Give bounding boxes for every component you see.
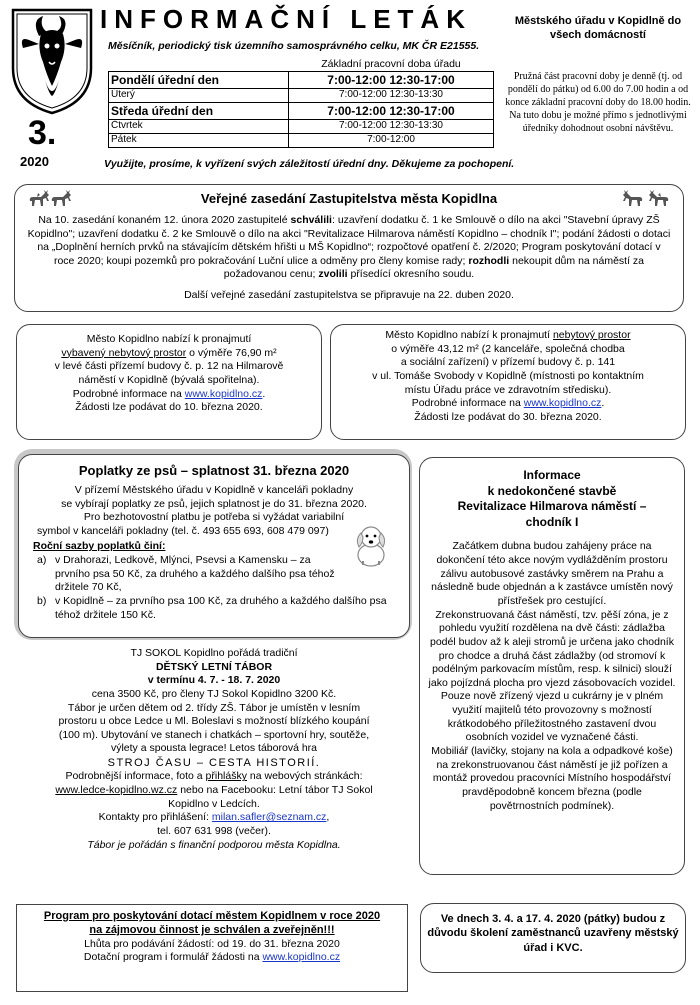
hours-time: 7:00-12:00 12:30-13:30 bbox=[289, 120, 494, 134]
camp-website-link[interactable]: www.ledce-kopidlno.wz.cz bbox=[55, 784, 178, 797]
deer-icon bbox=[49, 189, 77, 207]
council-meeting-box bbox=[14, 184, 684, 312]
camp-email-link[interactable]: milan.safler@seznam.cz bbox=[211, 811, 327, 824]
construction-text: Začátkem dubna budou zahájeny práce na dokončení této akce novým vydlážděním prostoru zálivu autobusové zastávky směrem na Prahu a následně bude objednán a k zastávce umístěn nový přístřešek pro cestující. Zrekonstruovaná část náměstí, tzv. pěší zóna, je z pohledu využití rozdělena na dvě části: zádlažba podél budov až k aleji stromů je určena jako chodník pro chodce a druhá část zádlažby (od stromoví k podélným parkovacím místům, resp. k silnici) slouží jako pojízdná plocha pro vjezd zásobovacích vozidel. Pouze nově zřízený vjezd u cukrárny je v plném využití majitelů této provozovny s možností krátkodobého příležitostného zastavení dvou osobních vozidel ve vyznačené části. Mobiliář (lavičky, stojany na kola a odpadkové koše) na zrekonstruovanou část náměstí je již pořízen a montáž provedou pracovníci Místního hospodářství pravděpodobně koncem března (podle povětrnostních podmínek). bbox=[428, 540, 676, 812]
meeting-resolutions: Na 10. zasedání konaném 12. února 2020 zastupitelé schválili: uzavření dodatku č. 1 ke Smlouvě o dílo na akci "Stavební úpravy ZŠ Kopidlno"; uzavření dodatku č. 2 ke Smlouvě o dílo na akci "Revitalizace Hilmarova náměstí Kopidlno – chodník I"; podání žádosti o dotaci na „Doplnění herních prvků na stávajícím dětském hřišti u MŠ Kopidlno“; rozpočtové opatření č. 2/2020; Program poskytování dotací v roce 2020; koupi pozemků pro pokračování Luční ulice a odměny pro členy komise rady; rozhodli nekoupit dům na náměstí za požadovanou cenu; zvolili přísedící okresního soudu. bbox=[27, 213, 671, 281]
hours-time: 7:00-12:00 12:30-13:30 bbox=[289, 89, 494, 103]
hours-day: Pondělí úřední den bbox=[109, 72, 289, 89]
dog-icon bbox=[349, 521, 395, 569]
office-closure-box bbox=[420, 903, 686, 973]
deer-icon bbox=[617, 189, 645, 207]
leaflet-title: INFORMAČNÍ LETÁK bbox=[100, 4, 472, 34]
office-hours-table bbox=[108, 58, 494, 148]
meeting-heading: Veřejné zasedání Zastupitelstva města Kopidlna bbox=[200, 191, 498, 206]
kopidlno-link[interactable]: www.kopidlno.cz bbox=[523, 397, 602, 410]
hours-day: Čtvrtek bbox=[109, 120, 289, 134]
camp-title: DĚTSKÝ LETNÍ TÁBOR bbox=[155, 660, 273, 673]
list-item: b) v Kopidlně – za prvního psa 100 Kč, za druhého a každého dalšího psa téhož držitele 150 Kč. bbox=[37, 595, 387, 621]
office-closure-text: Ve dnech 3. 4. a 17. 4. 2020 (pátky) budou z důvodu školení zaměstnanců uzavřeny městský úřad i KVC. bbox=[427, 913, 679, 954]
construction-heading: Informace k nedokončené stavbě Revitalizace Hilmarova náměstí – chodník I bbox=[457, 468, 647, 529]
construction-info-box bbox=[419, 457, 685, 875]
office-days-note: Využijte, prosíme, k vyřízení svých záležitostí úřední dny. Děkujeme za pochopení. bbox=[104, 158, 515, 170]
hours-day: Středa úřední den bbox=[109, 103, 289, 120]
dog-fees-heading: Poplatky ze psů – splatnost 31. března 2020 bbox=[78, 463, 350, 478]
issue-number: 3. bbox=[28, 114, 57, 152]
next-meeting-note: Další veřejné zasedání zastupitelstva se připravuje na 22. duben 2020. bbox=[184, 289, 514, 302]
flexible-hours-note: Pružná část pracovní doby je denně (tj. od pondělí do pátku) od 6.00 do 7.00 hodin a od konce základní pracovní doby do 18.00 hodin. Na tuto dobu je možné přímo s jednotlivými úředníky dohodnout osobní návštěvu. bbox=[505, 71, 691, 134]
grant-program-box: Program pro poskytování dotací městem Kopidlnem v roce 2020 na zájmovou činnost je schválen a zveřejněn!!! Lhůta pro podávání žádostí: od 19. do 31. března 2020 Dotační program i formulář žádosti na www.kopidlno.cz bbox=[16, 904, 408, 992]
goat-crest-icon bbox=[9, 6, 95, 116]
hours-time: 7:00-12:00 12:30-17:00 bbox=[289, 72, 494, 89]
issue-year: 2020 bbox=[20, 154, 49, 169]
office-hours-caption: Základní pracovní doba úřadu bbox=[321, 58, 461, 70]
addressee: Městského úřadu v Kopidlně do všech domácností bbox=[514, 15, 682, 42]
deer-icon bbox=[643, 189, 671, 207]
rental-offer-right: Město Kopidlno nabízí k pronajmutí nebytový prostor o výměře 43,12 m² (2 kanceláře, společná chodba a sociální zařízení) v přízemí budovy č. p. 141 v ul. Tomáše Svobody v Kopidlně (místnosti po kontaktním místu Úřadu práce ve zdravotním středisku). Podrobné informace na www.kopidlno.cz. Žádosti lze podávat do 30. března 2020. bbox=[330, 324, 686, 440]
kopidlno-link[interactable]: www.kopidlno.cz bbox=[184, 387, 263, 400]
hours-time: 7:00-12:00 bbox=[289, 134, 494, 148]
leaflet-subtitle: Měsíčník, periodický tisk územního samosprávného celku, MK ČR E21555. bbox=[108, 40, 480, 52]
summer-camp-section: TJ SOKOL Kopidlno pořádá tradiční DĚTSKÝ LETNÍ TÁBOR v termínu 4. 7. - 18. 7. 2020 cena 3500 Kč, pro členy TJ Sokol Kopidlno 3200 Kč. Tábor je určen dětem od 2. třídy ZŠ. Tábor je umístěn v lesním prostoru u obce Ledce u Ml. Boleslavi s možností blízkého koupání (100 m). Ubytování ve stanech i chatkách – sportovní hry, soutěže, výlety a spousta legrace! Letos táborová hra STROJ ČASU – CESTA HISTORIÍ. Podrobnější informace, foto a přihlášky na webových stránkách: www.ledce-kopidlno.wz.cz nebo na Facebooku: Letní tábor TJ Sokol Kopidlno v Ledcích. Kontakty pro přihlášení: milan.safler@seznam.cz, tel. 607 631 998 (večer). Tábor je pořádán s finanční podporou města Kopidlna. bbox=[18, 647, 410, 872]
kopidlno-link[interactable]: www.kopidlno.cz bbox=[262, 951, 341, 964]
rental-offer-left: Město Kopidlno nabízí k pronajmutí vybavený nebytový prostor o výměře 76,90 m² v levé části přízemí budovy č. p. 12 na Hilmarově náměstí v Kopidlně (bývalá spořitelna). Podrobné informace na www.kopidlno.cz. Žádosti lze podávat do 10. března 2020. bbox=[16, 324, 322, 440]
hours-day: Pátek bbox=[109, 134, 289, 148]
hours-time: 7:00-12:00 12:30-17:00 bbox=[289, 103, 494, 120]
dog-fees-box: Poplatky ze psů – splatnost 31. března 2020 V přízemí Městského úřadu v Kopidlně v kanceláři pokladny se vybírají poplatky ze psů, jejich splatnost je do 31. března 2020. Pro bezhotovostní platbu je potřeba si vyžádat variabilní symbol v kanceláři pokladny (tel. č. 493 655 693, 608 479 097) Roční sazby poplatků činí: a) v Drahorazi, Ledkově, Mlýnci, Psevsi a Kamensku – za prvního psa 50 Kč, za druhého a každého dalšího psa téhož držitele 70 Kč, b) v Kopidlně – za prvního psa 100 Kč, za druhého a každého dalšího psa téhož držitele 150 Kč. bbox=[18, 454, 410, 638]
list-item: a) v Drahorazi, Ledkově, Mlýnci, Psevsi a Kamensku – za prvního psa 50 Kč, za druhého a každého dalšího psa téhož držitele 70 Kč, bbox=[37, 554, 335, 594]
hours-day: Úterý bbox=[109, 89, 289, 103]
dog-fees-rates-heading: Roční sazby poplatků činí: bbox=[33, 540, 166, 553]
